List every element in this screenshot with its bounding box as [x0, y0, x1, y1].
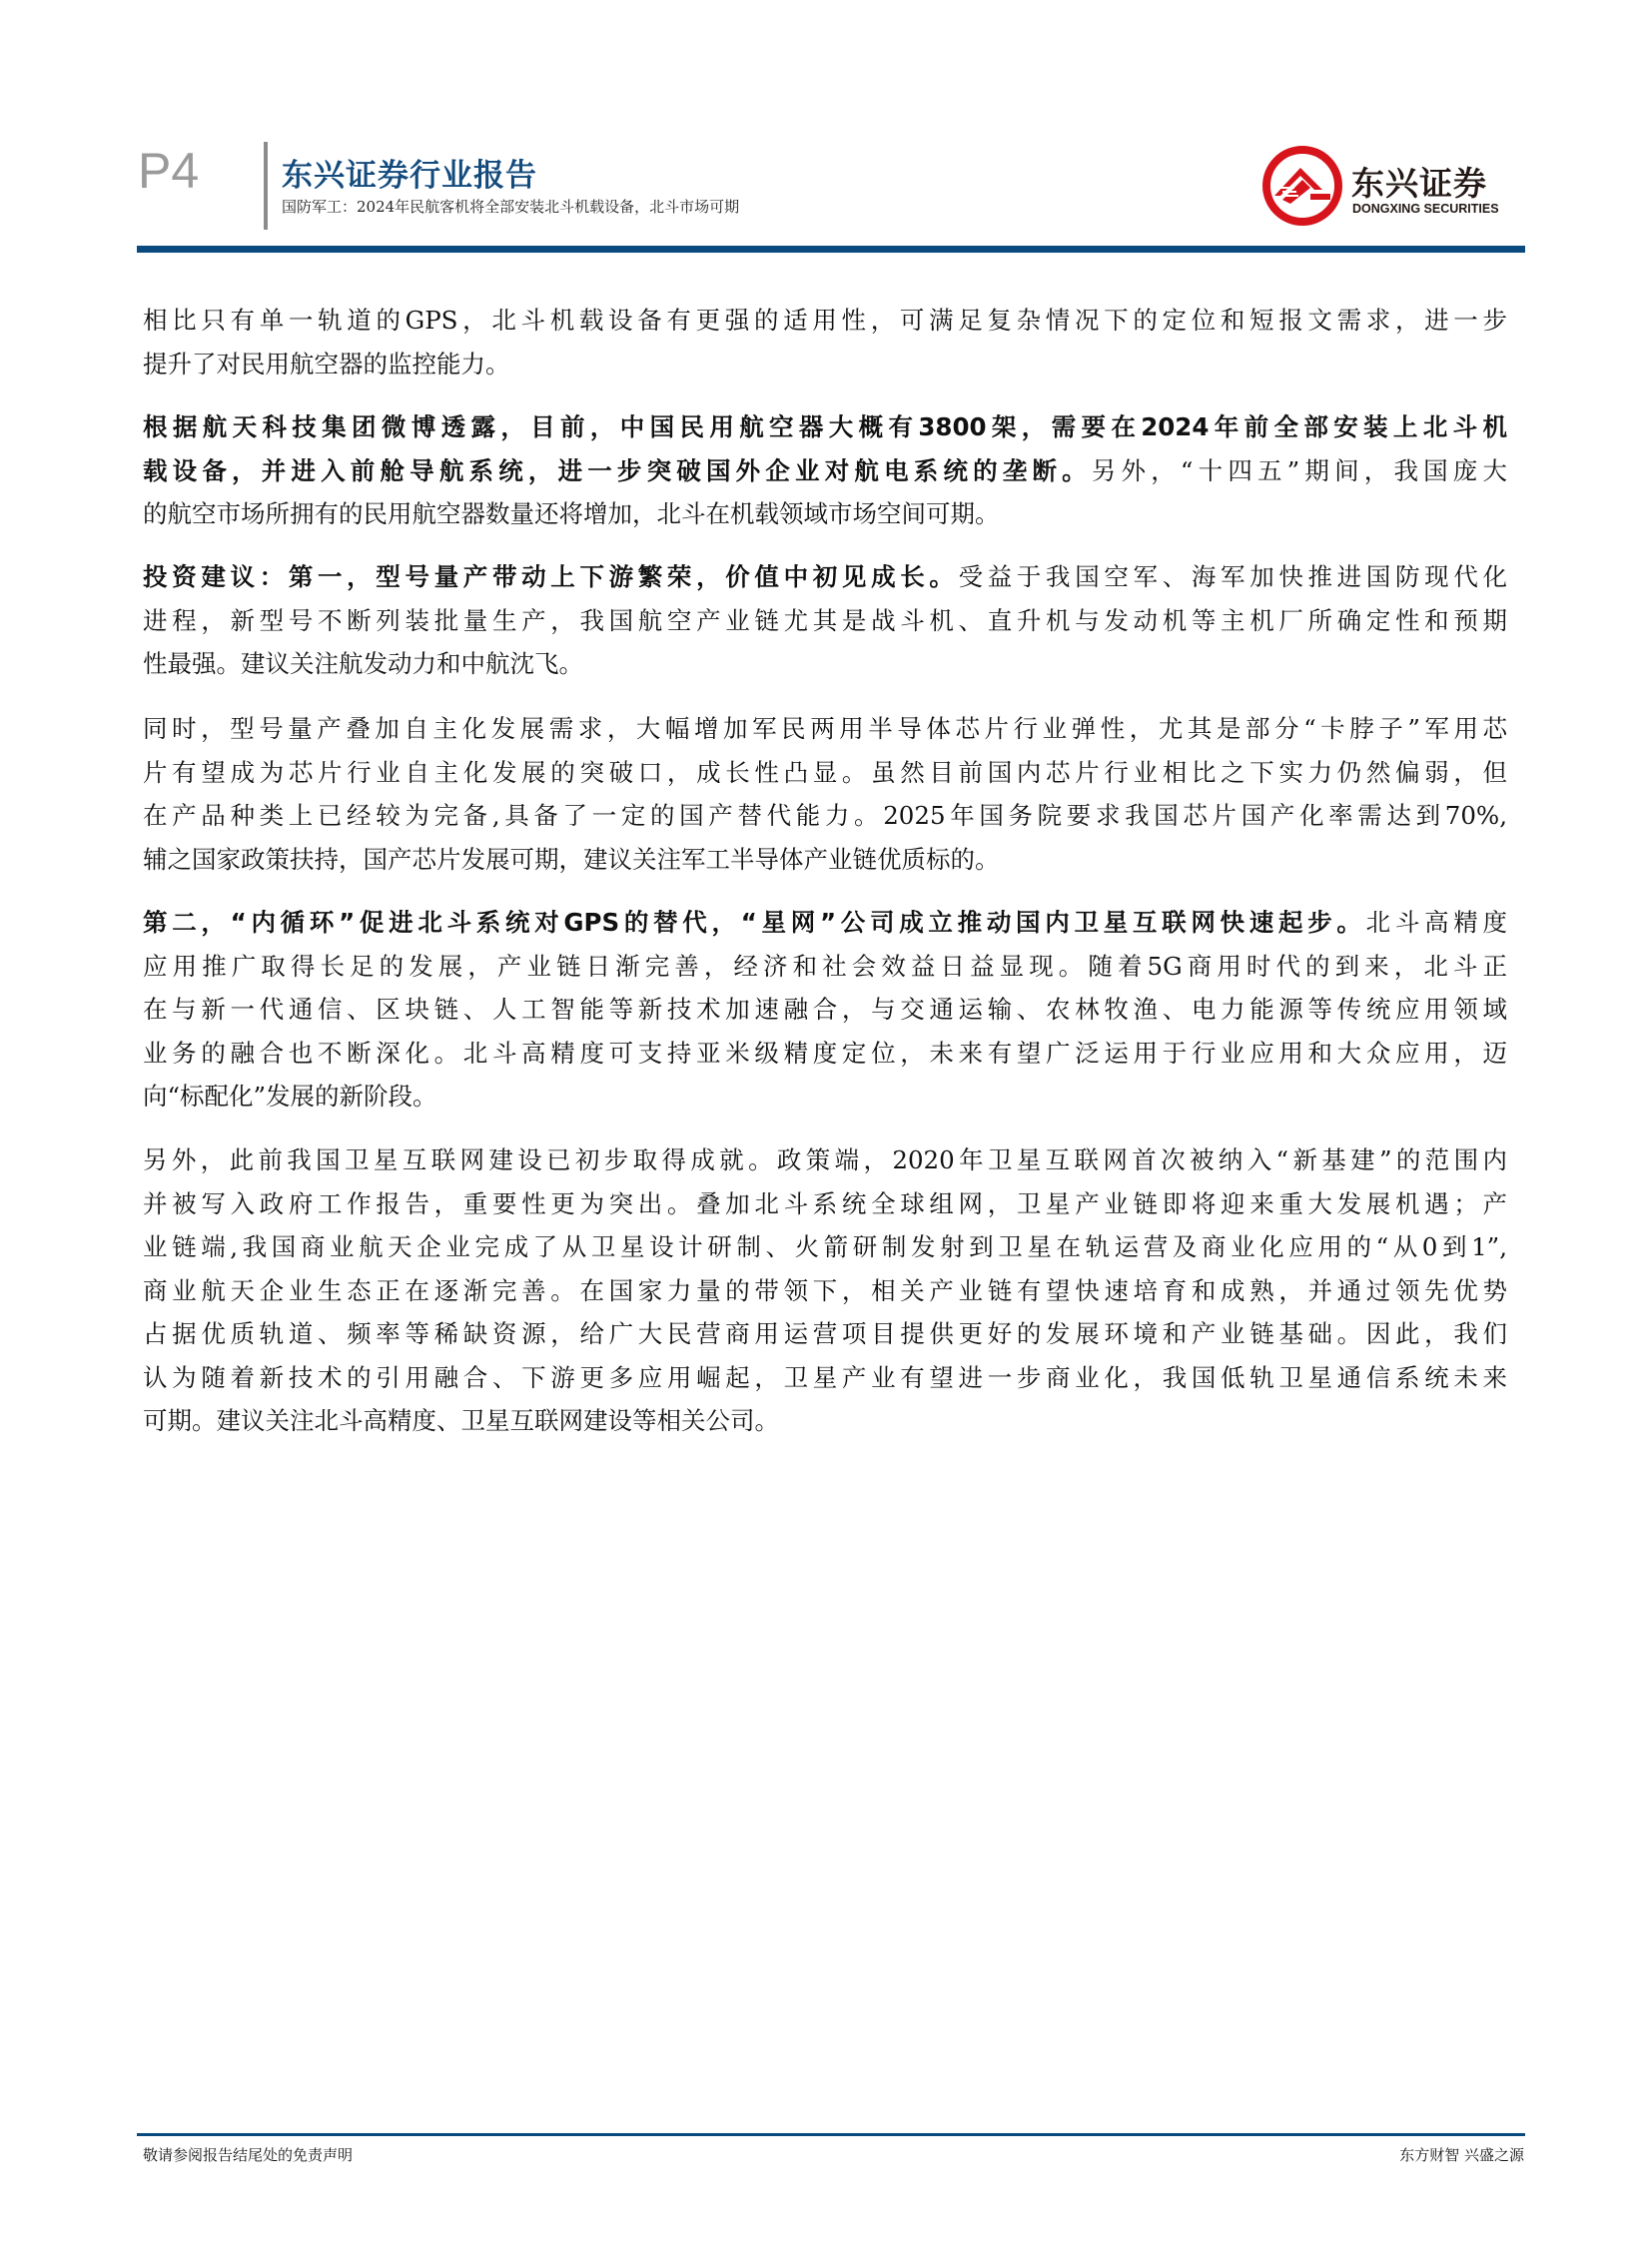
- text-line: [143, 1399, 1507, 1443]
- footer-disclaimer: 敬请参阅报告结尾处的免责声明: [143, 2146, 354, 2164]
- paragraph: [143, 405, 1507, 536]
- body-text: 北斗高精度: [1365, 908, 1507, 937]
- body-text: 进程，新型号不断列装批量生产，我国航空产业链尤其是战斗机、直升机与发动机等主机厂所确定性和预期: [143, 605, 1507, 635]
- text-line: [143, 449, 1507, 493]
- text-line: [143, 343, 1507, 386]
- bold-text: 载设备，并进入前舱导航系统，进一步突破国外企业对航电系统的垄断。: [143, 455, 1092, 485]
- company-logo: [1260, 144, 1520, 228]
- text-line: [143, 299, 1507, 343]
- text-line: [143, 1182, 1507, 1226]
- body-text: 另外，“十四五”期间，我国庞大: [1091, 455, 1507, 485]
- body-text: 提升了对民用航空器的监控能力。: [143, 349, 510, 378]
- body-text: 的航空市场所拥有的民用航空器数量还将增加，北斗在机载领域市场空间可期。: [143, 499, 1000, 528]
- bold-text: 投资建议：第一，型号量产带动上下游繁荣，价值中初见成长。: [143, 562, 959, 591]
- page-number: P4: [138, 143, 200, 199]
- report-subtitle: 国防军工：2024年民航客机将全部安装北斗机载设备，北斗市场可期: [282, 198, 740, 216]
- body-text: 片有望成为芯片行业自主化发展的突破口，成长性凸显。虽然目前国内芯片行业相比之下实力仍然偏弱，但: [143, 757, 1507, 787]
- text-line: [143, 492, 1507, 536]
- text-line: [143, 1356, 1507, 1400]
- bold-text: 根据航天科技集团微博透露，目前，中国民用航空器大概有3800架，需要在2024年前全部安装上北斗机: [143, 412, 1507, 441]
- text-line: [143, 599, 1507, 643]
- body-text: 并被写入政府工作报告，重要性更为突出。叠加北斗系统全球组网，卫星产业链即将迎来重大发展机遇；产: [143, 1188, 1507, 1218]
- body-text: 相比只有单一轨道的GPS，北斗机载设备有更强的适用性，可满足复杂情况下的定位和短报文需求，进一步: [143, 306, 1507, 335]
- body-text: 辅之国家政策扶持，国产芯片发展可期，建议关注军工半导体产业链优质标的。: [143, 844, 1000, 874]
- header-divider: [264, 142, 268, 230]
- body-text: 向“标配化”发展的新阶段。: [143, 1082, 437, 1111]
- text-line: [143, 707, 1507, 751]
- logo-emblem-icon: [1260, 144, 1344, 228]
- text-line: [143, 945, 1507, 989]
- paragraph: [143, 901, 1507, 1119]
- text-line: [143, 794, 1507, 838]
- text-line: [143, 838, 1507, 882]
- report-title: 东兴证券行业报告: [282, 158, 537, 194]
- paragraph: [143, 299, 1507, 385]
- footer-rule: [137, 2133, 1525, 2136]
- body-text: 在产品种类上已经较为完备,具备了一定的国产替代能力。2025年国务院要求我国芯片国产化率需达到70%,: [143, 801, 1507, 830]
- text-line: [143, 1225, 1507, 1269]
- text-line: [143, 901, 1507, 945]
- body-text: 在与新一代通信、区块链、人工智能等新技术加速融合，与交通运输、农林牧渔、电力能源等传统应用领域: [143, 995, 1507, 1024]
- text-line: [143, 642, 1507, 686]
- text-line: [143, 1269, 1507, 1313]
- body-text: 占据优质轨道、频率等稀缺资源，给广大民营商用运营项目提供更好的发展环境和产业链基础。因此，我们: [143, 1319, 1507, 1348]
- logo-english-text: DONGXING SECURITIES: [1352, 202, 1499, 216]
- body-text: 可期。建议关注北斗高精度、卫星互联网建设等相关公司。: [143, 1406, 779, 1435]
- footer-slogan: 东方财智 兴盛之源: [1399, 2146, 1524, 2164]
- body-text: 商业航天企业生态正在逐渐完善。在国家力量的带领下，相关产业链有望快速培育和成熟，并通过领先优势: [143, 1275, 1507, 1305]
- paragraph: [143, 555, 1507, 686]
- text-line: [143, 1138, 1507, 1182]
- text-line: [143, 1032, 1507, 1076]
- logo-text: 东兴证券: [1351, 164, 1487, 203]
- body-text: 受益于我国空军、海军加快推进国防现代化: [958, 562, 1507, 591]
- body-text: 同时，型号量产叠加自主化发展需求，大幅增加军民两用半导体芯片行业弹性，尤其是部分“卡脖子”军用芯: [143, 714, 1507, 743]
- body-text: 认为随着新技术的引用融合、下游更多应用崛起，卫星产业有望进一步商业化，我国低轨卫星通信系统未来: [143, 1362, 1507, 1392]
- text-line: [143, 1312, 1507, 1356]
- header-rule: [137, 246, 1525, 253]
- body-text: 另外，此前我国卫星互联网建设已初步取得成就。政策端，2020年卫星互联网首次被纳入“新基建”的范围内: [143, 1145, 1507, 1174]
- text-line: [143, 1075, 1507, 1119]
- body-text: 性最强。建议关注航发动力和中航沈飞。: [143, 649, 583, 678]
- body-text: 业务的融合也不断深化。北斗高精度可支持亚米级精度定位，未来有望广泛运用于行业应用和大众应用，迈: [143, 1038, 1507, 1068]
- text-line: [143, 988, 1507, 1032]
- bold-text: 第二，“内循环”促进北斗系统对GPS的替代，“星网”公司成立推动国内卫星互联网快速起步。: [143, 908, 1366, 937]
- body-text: 应用推广取得长足的发展，产业链日渐完善，经济和社会效益日益显现。随着5G商用时代的到来，北斗正: [143, 951, 1507, 981]
- text-line: [143, 405, 1507, 449]
- text-line: [143, 555, 1507, 599]
- body-text: 业链端,我国商业航天企业完成了从卫星设计研制、火箭研制发射到卫星在轨运营及商业化应用的“从0到1”,: [143, 1232, 1507, 1261]
- paragraph: [143, 707, 1507, 881]
- text-line: [143, 751, 1507, 795]
- paragraph: [143, 1138, 1507, 1443]
